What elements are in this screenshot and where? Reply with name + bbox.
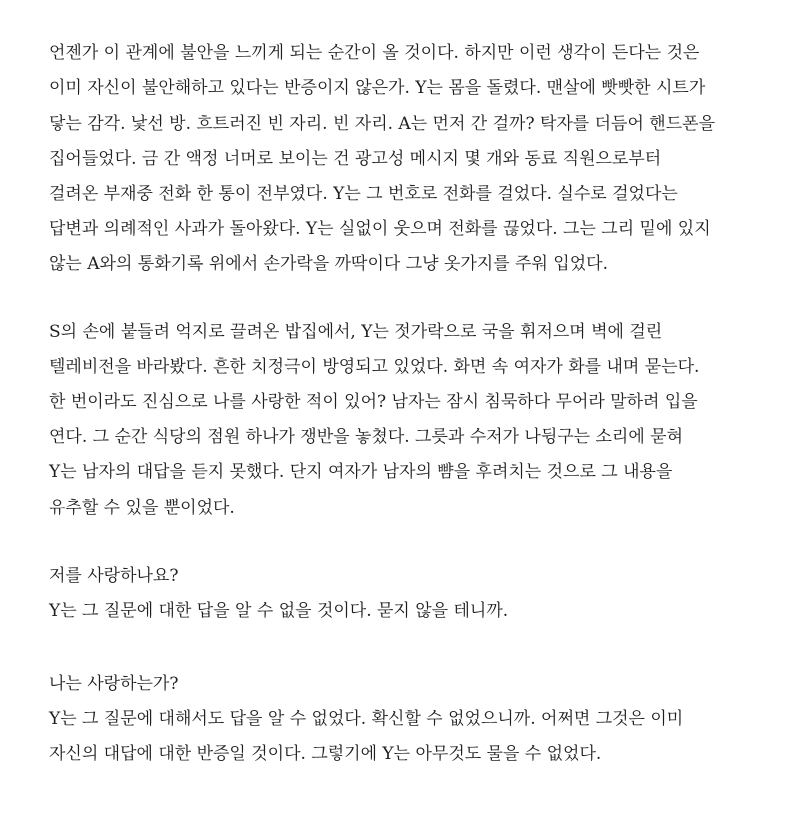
text-line: 자신의 대답에 대한 반증일 것이다. 그렇기에 Y는 아무것도 물을 수 없었다. xyxy=(49,744,602,764)
text-line: 걸려온 부재중 전화 한 통이 전부였다. Y는 그 번호로 전화를 걸었다. 실수로 걸었다는 xyxy=(49,184,678,204)
text-line: 닿는 감각. 낯선 방. 흐트러진 빈 자리. 빈 자리. A는 먼저 간 걸까? 탁자를 더듬어 핸드폰을 xyxy=(49,114,715,134)
text-line: Y는 남자의 대답을 듣지 못했다. 단지 여자가 남자의 뺨을 후려치는 것으로 그 내용을 xyxy=(49,462,673,482)
text-line: 한 번이라도 진심으로 나를 사랑한 적이 있어? 남자는 잠시 침묵하다 무어라 말하려 입을 xyxy=(49,392,698,412)
text-line: 언젠가 이 관계에 불안을 느끼게 되는 순간이 올 것이다. 하지만 이런 생각이 든다는 것은 xyxy=(49,43,700,63)
text-line: 텔레비전을 바라봤다. 흔한 치정극이 방영되고 있었다. 화면 속 여자가 화를 내며 묻는다. xyxy=(49,357,700,377)
text-line: 저를 사랑하나요? xyxy=(49,566,179,586)
text-line: Y는 그 질문에 대한 답을 알 수 없을 것이다. 묻지 않을 테니까. xyxy=(49,601,509,621)
text-line: 연다. 그 순간 식당의 점원 하나가 쟁반을 놓쳤다. 그릇과 수저가 나뒹구는 소리에 묻혀 xyxy=(49,427,684,447)
text-line: 나는 사랑하는가? xyxy=(49,674,179,694)
text-line: 집어들었다. 금 간 액정 너머로 보이는 건 광고성 메시지 몇 개와 동료 직원으로부터 xyxy=(49,149,662,169)
text-line: 답변과 의례적인 사과가 돌아왔다. Y는 실없이 웃으며 전화를 끊었다. 그는 그리 밑에 있지 xyxy=(49,219,711,239)
text-line: S의 손에 붙들려 억지로 끌려온 밥집에서, Y는 젓가락으로 국을 휘저으며 벽에 걸린 xyxy=(49,322,663,342)
text-line: Y는 그 질문에 대해서도 답을 알 수 없었다. 확신할 수 없었으니까. 어쩌면 그것은 이미 xyxy=(49,709,684,729)
text-line: 않는 A와의 통화기록 위에서 손가락을 까딱이다 그냥 옷가지를 주워 입었다. xyxy=(49,254,608,274)
text-line: 이미 자신이 불안해하고 있다는 반증이지 않은가. Y는 몸을 돌렸다. 맨살에 빳빳한 시트가 xyxy=(49,78,706,98)
text-line: 유추할 수 있을 뿐이었다. xyxy=(49,498,235,518)
